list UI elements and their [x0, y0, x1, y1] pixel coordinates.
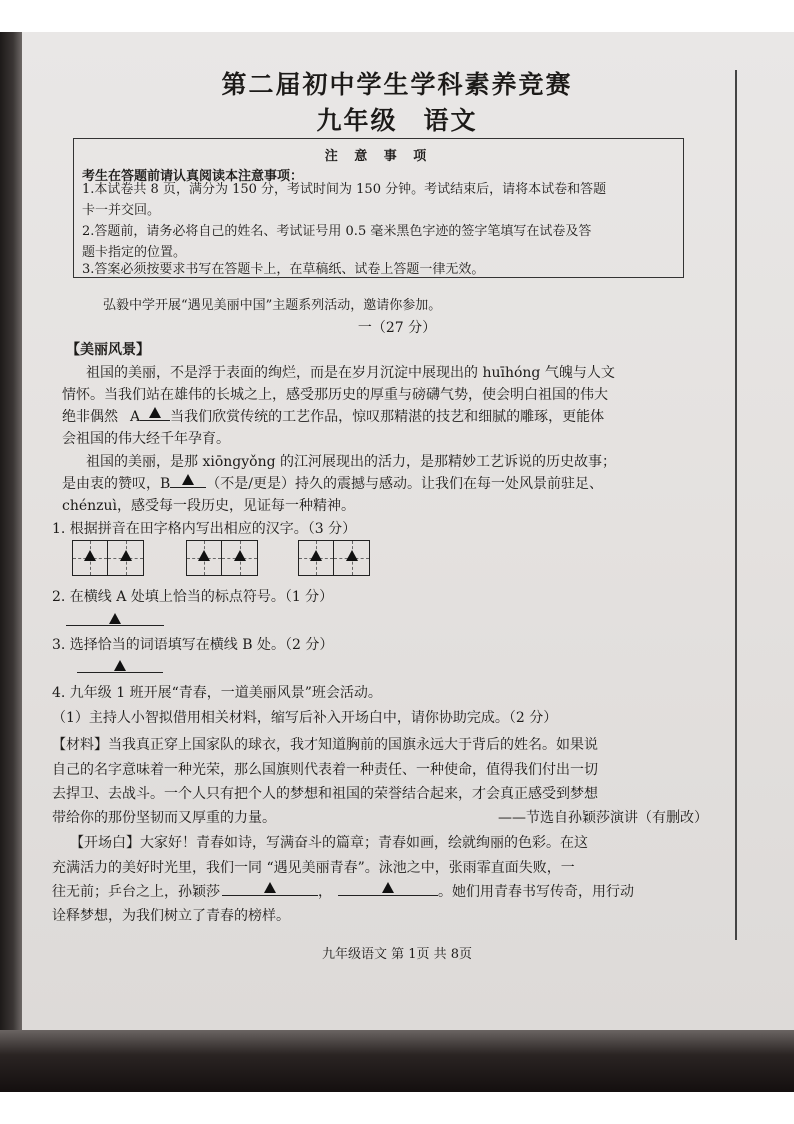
page-edge-line: [735, 70, 737, 940]
passage-heading: 【美丽风景】: [66, 342, 150, 358]
bottom-margin: [0, 1092, 794, 1124]
material-line: 自己的名字意味着一种光荣，那么国旗则代表着一种责任、一种使命，值得我们付出一切: [52, 762, 598, 778]
passage-line: chénzuì，感受每一段历史，见证每一种精神。: [62, 498, 356, 514]
blank-marker-icon: [114, 660, 126, 671]
notice-item: 3.答案必须按要求书写在答题卡上，在草稿纸、试卷上答题一律无效。: [82, 262, 485, 277]
notice-item: 2.答题前，请务必将自己的姓名、考试证号用 0.5 毫米黑色字迹的签字笔填写在试卷及答: [82, 224, 592, 239]
passage-line: 绝非偶然 A 当我们欣赏传统的工艺作品，惊叹那精湛的技艺和细腻的雕琢，更能体: [62, 409, 605, 425]
passage-line: 祖国的美丽，不是浮于表面的绚烂，而是在岁月沉淀中展现出的 huīhóng 气魄与人文: [86, 365, 615, 381]
opening-line: 诠释梦想，为我们树立了青春的榜样。: [52, 908, 290, 924]
blank-b-label: B: [160, 476, 171, 492]
opening-line: 充满活力的美好时光里，我们一同 “遇见美丽青春”。泳池之中，张雨霏直面失败，一: [52, 860, 575, 876]
blank-b: [170, 475, 206, 488]
material-line: 去捍卫、去战斗。一个人只有把个人的梦想和祖国的荣誉结合起来，才会真正感受到梦想: [52, 786, 598, 802]
top-margin: [0, 0, 794, 32]
photo-bottom-shadow: [0, 1030, 794, 1092]
blank-marker-icon: [382, 882, 394, 893]
passage-line: 祖国的美丽，是那 xiōngyǒng 的江河展现出的活力，是那精妙工艺诉说的历史故事；: [86, 454, 616, 470]
blank-marker-icon: [109, 613, 121, 624]
blank-marker-icon: [149, 407, 161, 418]
notice-box: [73, 138, 684, 278]
char-grid-cell[interactable]: [108, 540, 144, 576]
question-2: 2. 在横线 A 处填上恰当的标点符号。（1 分）: [52, 589, 334, 605]
answer-blank-opening-1[interactable]: [222, 883, 318, 896]
blank-marker-icon: [346, 550, 358, 561]
section-heading: 一（27 分）: [357, 320, 437, 336]
material-line: 【材料】当我真正穿上国家队的球衣，我才知道胸前的国旗永远大于背后的姓名。如果说: [52, 737, 598, 753]
notice-intro: 考生在答题前请认真阅读本注意事项：: [82, 169, 304, 184]
notice-item: 1.本试卷共 8 页，满分为 150 分，考试时间为 150 分钟。考试结束后，请将本试卷和答题: [82, 182, 607, 197]
question-4-1: （1）主持人小智拟借用相关材料，缩写后补入开场白中，请你协助完成。（2 分）: [52, 710, 558, 726]
blank-marker-icon: [310, 550, 322, 561]
char-grid-cell[interactable]: [72, 540, 108, 576]
char-grid-group: [298, 540, 370, 576]
page-footer: 九年级语文 第 1页 共 8页: [321, 947, 473, 962]
passage-line: 是由衷的赞叹，B （不是/更是）持久的震撼与感动。让我们在每一处风景前驻足、: [62, 476, 604, 492]
opening-line: 【开场白】大家好！青春如诗，写满奋斗的篇章；青春如画，绘就绚丽的色彩。在这: [70, 835, 588, 851]
char-grid-cell[interactable]: [222, 540, 258, 576]
notice-item: 卡一并交回。: [82, 203, 161, 218]
photo-left-shadow: [0, 32, 22, 1092]
blank-marker-icon: [234, 550, 246, 561]
blank-a-label: A: [130, 409, 141, 425]
blank-marker-icon: [182, 474, 194, 485]
answer-blank-opening-2[interactable]: [338, 883, 438, 896]
notice-heading: 注 意 事 项: [324, 149, 433, 164]
answer-line-q3[interactable]: [77, 672, 163, 673]
opening-line: 往无前；乒台之上，孙颖莎 ， 。她们用青春书写传奇，用行动: [52, 884, 634, 900]
notice-item: 题卡指定的位置。: [82, 245, 187, 260]
blank-marker-icon: [264, 882, 276, 893]
material-line: 带给你的那份坚韧而又厚重的力量。: [52, 810, 276, 826]
char-grid-group: [72, 540, 144, 576]
answer-line-q2[interactable]: [66, 625, 164, 626]
subject-label: 语文: [423, 106, 478, 135]
char-grid-cell[interactable]: [186, 540, 222, 576]
char-grid-cell[interactable]: [334, 540, 370, 576]
char-grid-group: [186, 540, 258, 576]
blank-marker-icon: [198, 550, 210, 561]
material-source: ——节选自孙颖莎演讲（有删改）: [498, 810, 708, 826]
question-3: 3. 选择恰当的词语填写在横线 B 处。（2 分）: [52, 637, 334, 653]
question-4: 4. 九年级 1 班开展“青春，一道美丽风景”班会活动。: [52, 685, 382, 701]
activity-intro: 弘毅中学开展“遇见美丽中国”主题系列活动，邀请你参加。: [103, 298, 442, 313]
exam-subtitle: [0, 101, 794, 137]
question-1: 1. 根据拼音在田字格内写出相应的汉字。（3 分）: [52, 521, 357, 537]
exam-title: 第二届初中学生学科素养竞赛: [221, 70, 573, 99]
blank-marker-icon: [120, 550, 132, 561]
blank-marker-icon: [84, 550, 96, 561]
passage-line: 情怀。当我们站在雄伟的长城之上，感受那历史的厚重与磅礴气势，使会明白祖国的伟大: [62, 387, 608, 403]
blank-a: [140, 408, 170, 421]
grade-label: 九年级: [316, 106, 398, 135]
char-grid-cell[interactable]: [298, 540, 334, 576]
passage-line: 会祖国的伟大经千年孕育。: [62, 431, 230, 447]
